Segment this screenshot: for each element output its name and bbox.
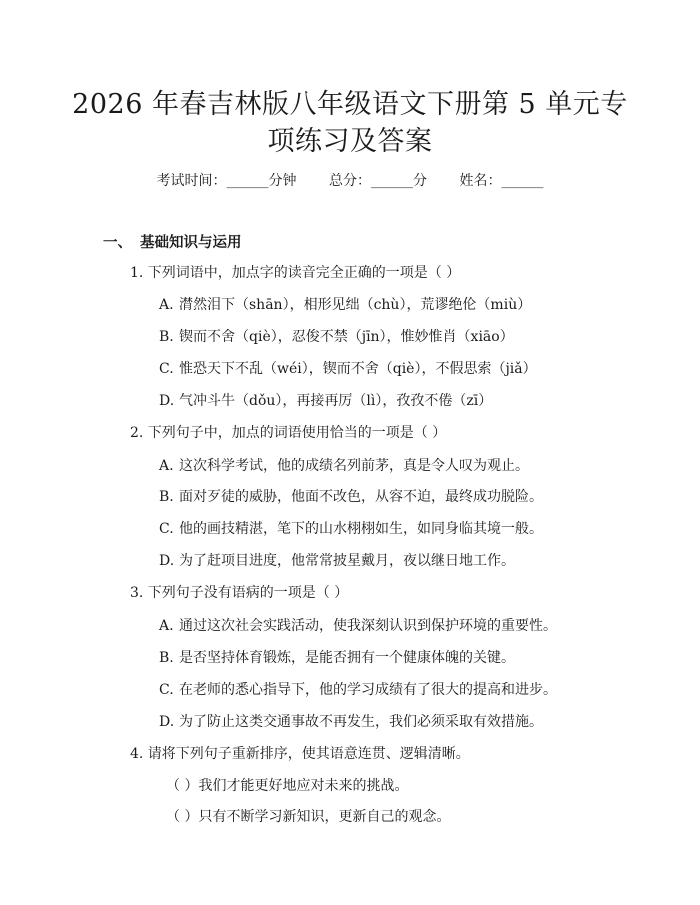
option-text: 潸然泪下（shān），相形见绌（chù），荒谬绝伦（miù）	[179, 297, 532, 313]
question-2-option-a	[159, 455, 529, 475]
question-3-option-c	[159, 679, 557, 699]
question-2-option-c	[159, 518, 543, 538]
option-text: 为了防止这类交通事故不再发生，我们必须采取有效措施。	[179, 714, 543, 730]
option-letter: C.	[159, 361, 174, 377]
option-letter: A.	[159, 618, 174, 634]
exam-info	[0, 170, 700, 190]
document-title-line-1: 2026 年春吉林版八年级语文下册第 5 单元专	[72, 89, 628, 120]
question-3-stem: 3. 下列句子没有语病的一项是（ ）	[130, 585, 349, 601]
question-2-stem: 2. 下列句子中，加点的词语使用恰当的一项是（ ）	[130, 425, 447, 441]
option-letter: D.	[159, 393, 175, 409]
option-text: 是否坚持体育锻炼，是能否拥有一个健康体魄的关键。	[179, 650, 515, 666]
section-title: 基础知识与运用	[140, 235, 242, 251]
option-letter: C.	[159, 682, 174, 698]
total-score-field: 总分：______分	[329, 173, 427, 189]
option-letter: A.	[159, 297, 174, 313]
question-1-option-c	[159, 358, 537, 378]
exam-time-field: 考试时间：______分钟	[156, 173, 297, 189]
section-number: 一、	[103, 235, 132, 251]
option-text: 惟恐天下不乱（wéi），锲而不舍（qiè），不假思索（jiǎ）	[179, 361, 537, 377]
option-letter: B.	[159, 329, 174, 345]
question-2-option-b	[159, 486, 543, 506]
question-1-option-a	[159, 294, 531, 314]
option-letter: B.	[159, 489, 174, 505]
option-text: 锲而不舍（qiè），忍俊不禁（jīn），惟妙惟肖（xiāo）	[179, 329, 514, 345]
option-letter: B.	[159, 650, 174, 666]
question-4-sentence-1: （ ）我们才能更好地应对未来的挑战。	[166, 778, 409, 794]
question-3-option-d	[159, 711, 543, 731]
option-text: 通过这次社会实践活动，使我深刻认识到保护环境的重要性。	[179, 618, 557, 634]
option-text: 在老师的悉心指导下，他的学习成绩有了很大的提高和进步。	[179, 682, 557, 698]
document-title-line-2: 项练习及答案	[267, 126, 433, 157]
question-1-stem: 1. 下列词语中，加点字的读音完全正确的一项是（ ）	[130, 265, 461, 281]
option-text: 为了赶项目进度，他常常披星戴月，夜以继日地工作。	[179, 553, 515, 569]
question-1-option-b	[159, 326, 514, 346]
option-letter: D.	[159, 714, 175, 730]
question-3-option-a	[159, 615, 557, 635]
question-4-stem: 4. 请将下列句子重新排序，使其语意连贯、逻辑清晰。	[130, 746, 470, 762]
section-heading	[103, 231, 242, 252]
option-text: 这次科学考试，他的成绩名列前茅，真是令人叹为观止。	[179, 458, 529, 474]
question-4-sentence-2: （ ）只有不断学习新知识，更新自己的观念。	[166, 809, 451, 825]
option-text: 面对歹徒的威胁，他面不改色，从容不迫，最终成功脱险。	[179, 489, 543, 505]
question-3-option-b	[159, 647, 515, 667]
student-name-field: 姓名：______	[459, 173, 544, 189]
option-text: 气冲斗牛（dǒu），再接再厉（lì），孜孜不倦（zī）	[179, 393, 493, 409]
option-letter: A.	[159, 458, 174, 474]
option-letter: C.	[159, 521, 174, 537]
question-1-option-d	[159, 390, 492, 410]
option-text: 他的画技精湛，笔下的山水栩栩如生，如同身临其境一般。	[179, 521, 543, 537]
question-2-option-d	[159, 550, 515, 570]
option-letter: D.	[159, 553, 175, 569]
